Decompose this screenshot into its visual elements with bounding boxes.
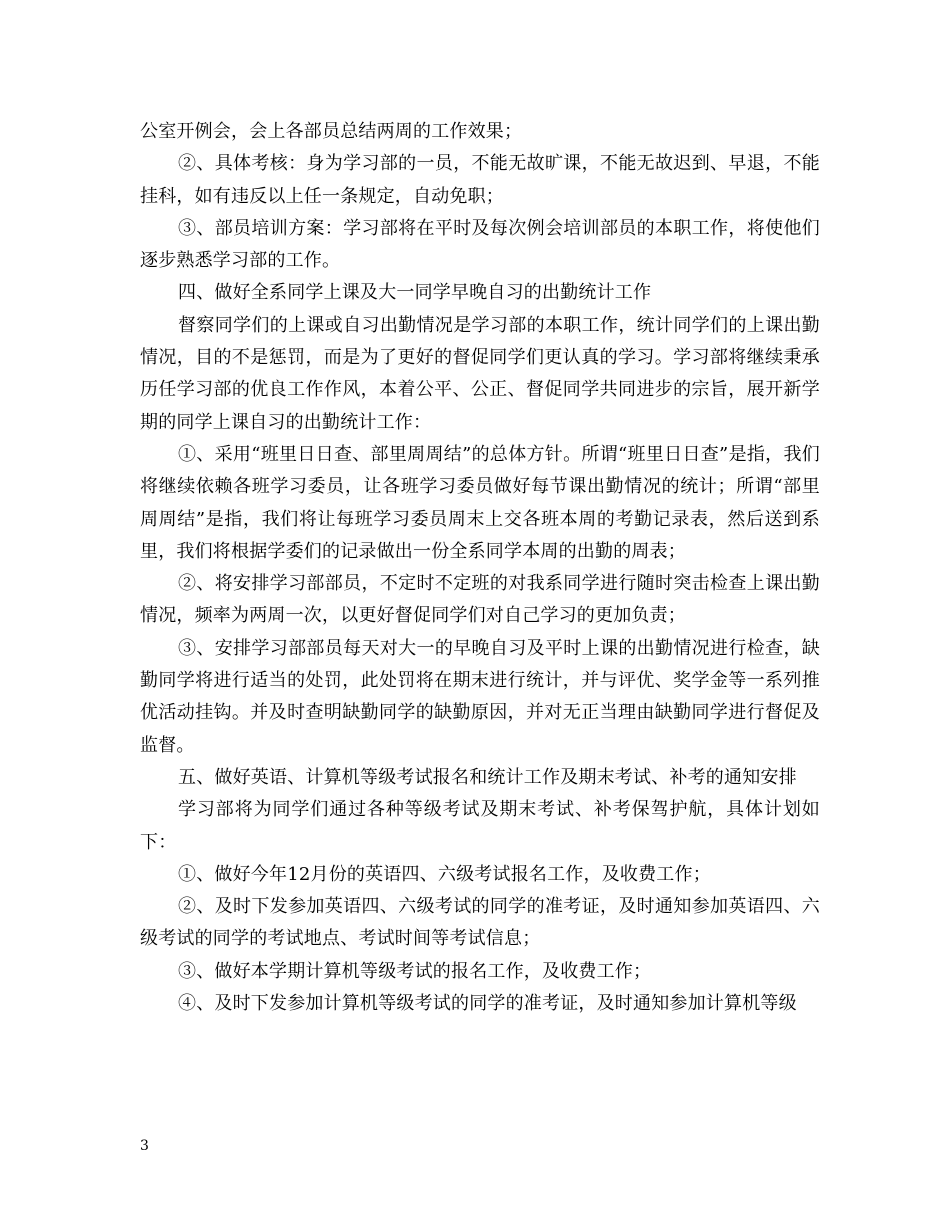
page-number: 3 bbox=[140, 1138, 149, 1154]
paragraph-3: ③、部员培训方案：学习部将在平时及每次例会培训部员的本职工作，将使他们逐步熟悉学习部的工作。 bbox=[140, 217, 820, 272]
paragraph-7: ②、将安排学习部部员，不定时不定班的对我系同学进行随时突击检查上课出勤情况，频率为两周一次，以更好督促同学们对自己学习的更加负责； bbox=[140, 573, 820, 627]
paragraph-12: ②、及时下发参加英语四、六级考试的同学的准考证，及时通知参加英语四、六级考试的同学的考试地点、考试时间等考试信息； bbox=[140, 896, 820, 950]
paragraph-6: ①、采用“班里日日查、部里周周结”的总体方针。所谓“班里日日查”是指，我们将继续依赖各班学习委员，让各班学习委员做好每节课出勤情况的统计；所谓“部里周周结”是指，我们将让每班学习委员周末上交各班本周的考勤记录表，然后送到系里，我们将根据学委们的记录做出一份全系同学本周的出勤的周表； bbox=[140, 443, 820, 562]
document-body bbox=[140, 116, 820, 1020]
paragraph-10: 学习部将为同学们通过各种等级考试及期末考试、补考保驾护航，具体计划如下： bbox=[140, 799, 820, 853]
paragraph-8: ③、安排学习部部员每天对大一的早晚自习及平时上课的出勤情况进行检查，缺勤同学将进行适当的处罚，此处罚将在期末进行统计，并与评优、奖学金等一系列推优活动挂钩。并及时查明缺勤同学的缺勤原因，并对无正当理由缺勤同学进行督促及监督。 bbox=[140, 637, 820, 756]
paragraph-1: 公室开例会，会上各部员总结两周的工作效果； bbox=[140, 121, 523, 142]
section-heading-4: 四、做好全系同学上课及大一同学早晚自习的出勤统计工作 bbox=[178, 282, 652, 304]
paragraph-2: ②、具体考核：身为学习部的一员，不能无故旷课，不能无故迟到、早退，不能挂科，如有违反以上任一条规定，自动免职； bbox=[140, 153, 820, 207]
paragraph-5: 督察同学们的上课或自习出勤情况是学习部的本职工作，统计同学们的上课出勤情况，目的不是惩罚，而是为了更好的督促同学们更认真的学习。学习部将继续秉承历任学习部的优良工作作风，本着公平、公正、督促同学共同进步的宗旨，展开新学期的同学上课自习的出勤统计工作： bbox=[140, 314, 820, 433]
section-heading-5: 五、做好英语、计算机等级考试报名和统计工作及期末考试、补考的通知安排 bbox=[178, 766, 797, 788]
paragraph-13: ③、做好本学期计算机等级考试的报名工作，及收费工作； bbox=[178, 960, 652, 982]
paragraph-11: ①、做好今年12月份的英语四、六级考试报名工作，及收费工作； bbox=[178, 863, 711, 885]
paragraph-14: ④、及时下发参加计算机等级考试的同学的准考证，及时通知参加计算机等级 bbox=[178, 993, 797, 1015]
